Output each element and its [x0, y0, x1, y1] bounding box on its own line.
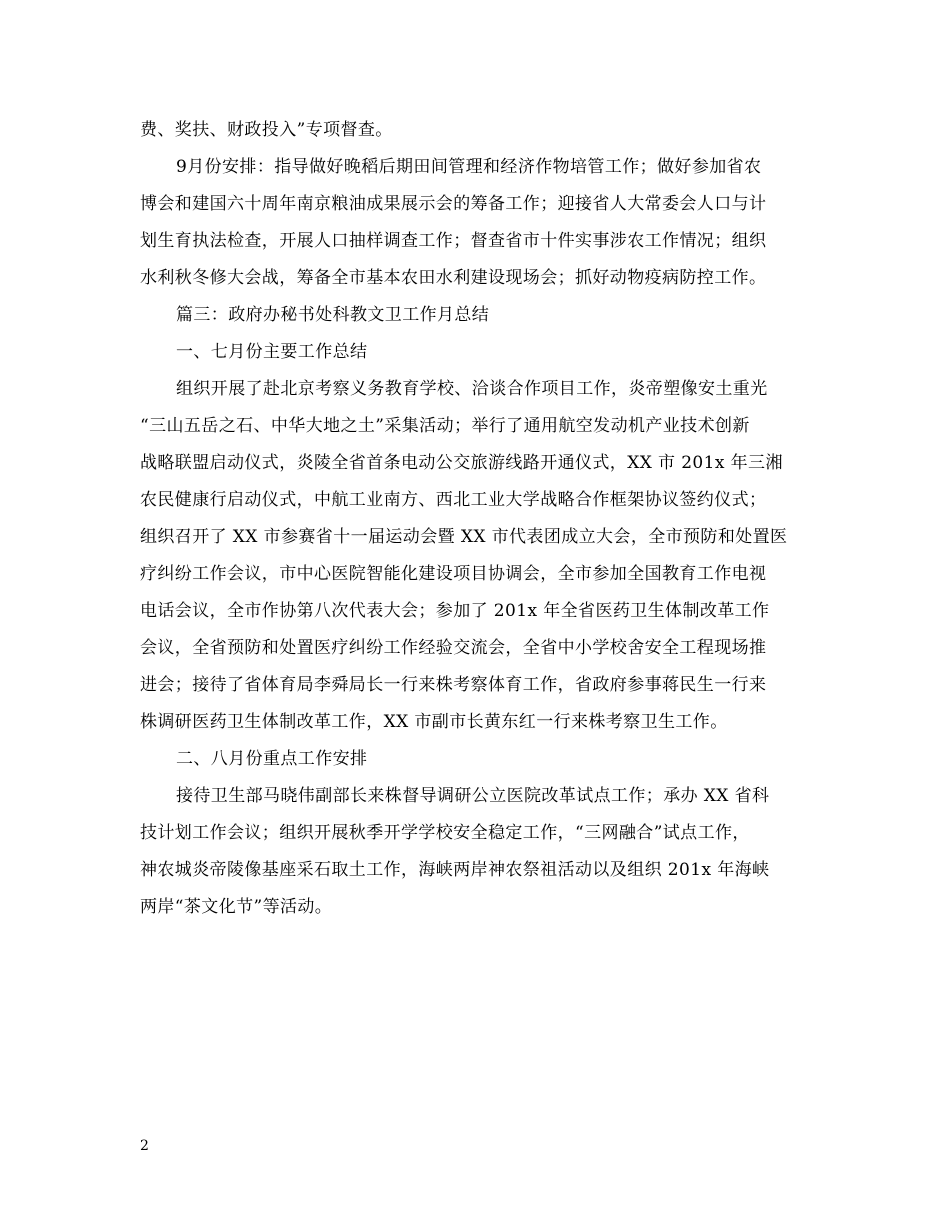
august-plan-line: 两岸“茶文化节”等活动。 — [140, 897, 333, 917]
september-plan-line: 博会和建国六十周年南京粮油成果展示会的筹备工作；迎接省人大常委会人口与计 — [140, 194, 767, 214]
august-plan-first-line: 接待卫生部马晓伟副部长来株督导调研公立医院改革试点工作；承办 XX 省科 — [176, 786, 770, 806]
july-summary-line: 进会；接待了省体育局李舜局长一行来株考察体育工作，省政府参事蒋民生一行来 — [140, 675, 767, 695]
august-plan-heading: 二、八月份重点工作安排 — [176, 749, 368, 769]
july-summary-first-line: 组织开展了赴北京考察义务教育学校、洽谈合作项目工作，炎帝塑像安土重光 — [176, 379, 768, 399]
july-summary-line: 株调研医药卫生体制改革工作，XX 市副市长黄东红一行来株考察卫生工作。 — [140, 712, 728, 732]
september-plan-line: 划生育执法检查，开展人口抽样调查工作；督查省市十件实事涉农工作情况；组织 — [140, 231, 767, 251]
document-body — [140, 112, 810, 926]
section-title: 篇三：政府办秘书处科教文卫工作月总结 — [176, 305, 490, 325]
september-plan-first-line: 9月份安排：指导做好晚稻后期田间管理和经济作物培管工作；做好参加省农 — [176, 157, 762, 177]
july-summary-line: 电话会议，全市作协第八次代表大会；参加了 201x 年全省医药卫生体制改革工作 — [140, 601, 770, 621]
july-summary-line: 战略联盟启动仪式，炎陵全省首条电动公交旅游线路开通仪式，XX 市 201x 年三湘 — [140, 453, 783, 473]
july-summary-line: “三山五岳之石、中华大地之土”采集活动；举行了通用航空发动机产业技术创新 — [140, 416, 750, 436]
july-summary-line: 会议，全省预防和处置医疗纠纷工作经验交流会，全省中小学校舍安全工程现场推 — [140, 638, 767, 658]
august-plan-line: 神农城炎帝陵像基座采石取土工作，海峡两岸神农祭祖活动以及组织 201x 年海峡 — [140, 860, 770, 880]
page-number: 2 — [140, 1138, 149, 1154]
september-plan-line: 水利秋冬修大会战，筹备全市基本农田水利建设现场会；抓好动物疫病防控工作。 — [140, 268, 767, 288]
july-summary-line: 疗纠纷工作会议，市中心医院智能化建设项目协调会，全市参加全国教育工作电视 — [140, 564, 767, 584]
july-summary-line: 农民健康行启动仪式，中航工业南方、西北工业大学战略合作框架协议签约仪式； — [140, 490, 767, 510]
july-summary-line: 组织召开了 XX 市参赛省十一届运动会暨 XX 市代表团成立大会，全市预防和处置医 — [140, 527, 788, 547]
paragraph-continuation-line: 费、奖扶、财政投入”专项督查。 — [140, 120, 393, 140]
august-plan-line: 技计划工作会议；组织开展秋季开学学校安全稳定工作，“三网融合”试点工作， — [140, 823, 750, 843]
july-summary-heading: 一、七月份主要工作总结 — [176, 342, 368, 362]
